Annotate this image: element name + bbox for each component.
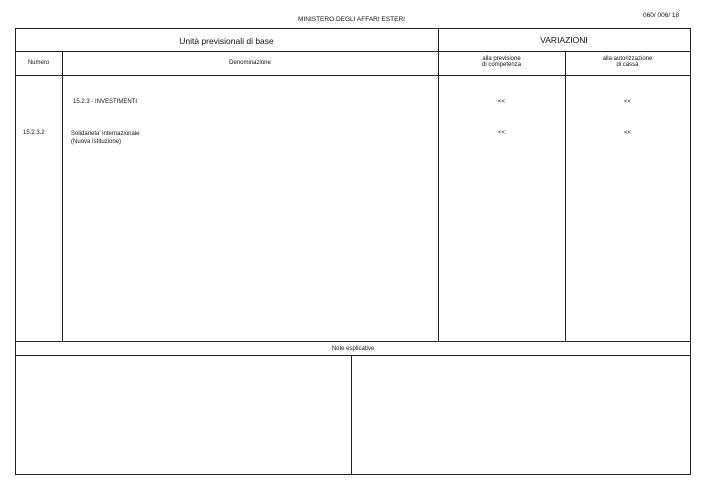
- notes-title: Note esplicative: [331, 346, 375, 352]
- column-cassa: alla autorizzazione di cassa: [602, 56, 653, 68]
- column-denominazione: Denominazione: [229, 60, 271, 66]
- row-cassa: <<: [623, 130, 631, 136]
- column-competenza: alla previsione di competenza: [481, 56, 522, 68]
- column-numero: Numero: [27, 60, 50, 66]
- row-competenza: <<: [497, 99, 505, 105]
- row-numero: 15.2.3.2: [23, 130, 45, 136]
- page-reference: 060/ 006/ 18: [643, 12, 680, 19]
- row-cassa: <<: [623, 99, 631, 105]
- ministry-title: MINISTERO DEGLI AFFARI ESTERI: [298, 16, 405, 23]
- header-unita-previsionali: Unità previsionali di base: [179, 36, 274, 46]
- row-denominazione: Solidarieta' internazionale (Nuova Istituzione): [71, 131, 140, 145]
- row-competenza: <<: [497, 130, 505, 136]
- header-variazioni: VARIAZIONI: [540, 35, 588, 45]
- row-denominazione: 15.2.3 - INVESTIMENTI: [73, 99, 138, 105]
